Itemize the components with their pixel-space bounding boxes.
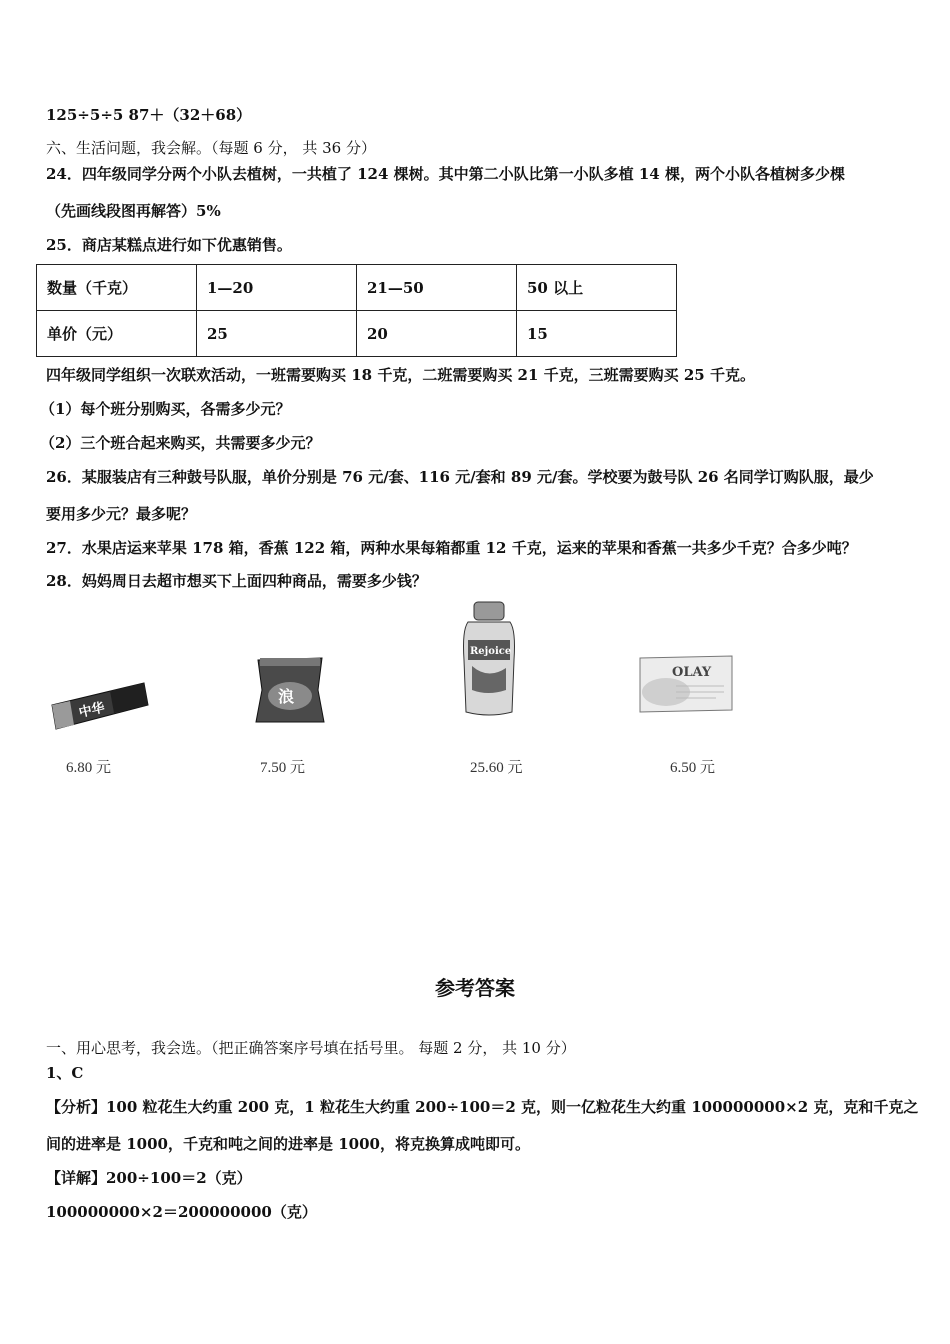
section-six-heading: 六、生活问题，我会解。（每题 6 分， 共 36 分）	[46, 139, 376, 157]
question-25-context: 四年级同学组织一次联欢活动，一班需要购买 18 千克，二班需要购买 21 千克，三班需要购买 25 千克。	[46, 366, 755, 384]
shampoo-label: Rejoice	[470, 646, 512, 657]
question-24-line1: 24．四年级同学分两个小队去植树，一共植了 124 棵树。其中第二小队比第一小队多植 14 棵，两个小队各植树多少棵	[46, 165, 845, 183]
answer-key-title: 参考答案	[435, 976, 515, 1000]
table-header-cell: 21—50	[357, 265, 517, 311]
table-cell: 25	[197, 311, 357, 357]
table-header-cell: 1—20	[197, 265, 357, 311]
soap-box-image	[636, 652, 736, 714]
detergent-label: 浪	[278, 687, 295, 706]
detergent-price: 7.50 元	[260, 760, 306, 776]
question-28: 28．妈妈周日去超市想买下上面四种商品，需要多少钱？	[46, 572, 427, 590]
question-24-line2: （先画线段图再解答）5%	[46, 202, 221, 220]
detergent-image	[252, 650, 328, 726]
answer-analysis-line2: 间的进率是 1000，千克和吨之间的进率是 1000，将克换算成吨即可。	[46, 1135, 530, 1153]
answer-1: 1、C	[46, 1064, 84, 1082]
answer-detail-line2: 100000000×2＝200000000（克）	[46, 1203, 317, 1221]
question-26-line2: 要用多少元？最多呢？	[46, 505, 197, 523]
soap-price: 6.50 元	[670, 760, 716, 776]
toothpaste-price: 6.80 元	[66, 760, 112, 776]
answer-section-one-heading: 一、用心思考，我会选。（把正确答案序号填在括号里。 每题 2 分， 共 10 分）	[46, 1039, 576, 1057]
table-row	[37, 311, 677, 357]
table-header-cell: 数量（千克）	[37, 265, 197, 311]
shampoo-price: 25.60 元	[470, 760, 523, 776]
table-cell: 15	[517, 311, 677, 357]
table-header-cell: 50 以上	[517, 265, 677, 311]
question-25-part2: （2）三个班合起来购买，共需要多少元？	[40, 434, 321, 452]
soap-brand-label: OLAY	[672, 665, 712, 680]
question-25-part1: （1）每个班分别购买，各需多少元？	[40, 400, 291, 418]
table-cell: 20	[357, 311, 517, 357]
answer-analysis-line1: 【分析】100 粒花生大约重 200 克，1 粒花生大约重 200÷100＝2 克，则一亿粒花生大约重 100000000×2 克，克和千克之	[46, 1098, 919, 1116]
question-25: 25．商店某糕点进行如下优惠销售。	[46, 236, 292, 254]
expression-line: 125÷5÷5 87＋（32＋68）	[46, 106, 252, 124]
discount-price-table	[36, 264, 677, 357]
question-26-line1: 26．某服装店有三种鼓号队服，单价分别是 76 元/套、116 元/套和 89 元/套。学校要为鼓号队 26 名同学订购队服，最少	[46, 468, 874, 486]
toothpaste-label: 中华	[77, 700, 107, 721]
shampoo-image	[458, 600, 520, 718]
table-cell: 单价（元）	[37, 311, 197, 357]
table-row	[37, 265, 677, 311]
toothpaste-image	[50, 675, 150, 735]
question-27: 27．水果店运来苹果 178 箱，香蕉 122 箱，两种水果每箱都重 12 千克，运来的苹果和香蕉一共多少千克？合多少吨？	[46, 539, 857, 557]
answer-detail-line1: 【详解】200÷100＝2（克）	[46, 1169, 252, 1187]
